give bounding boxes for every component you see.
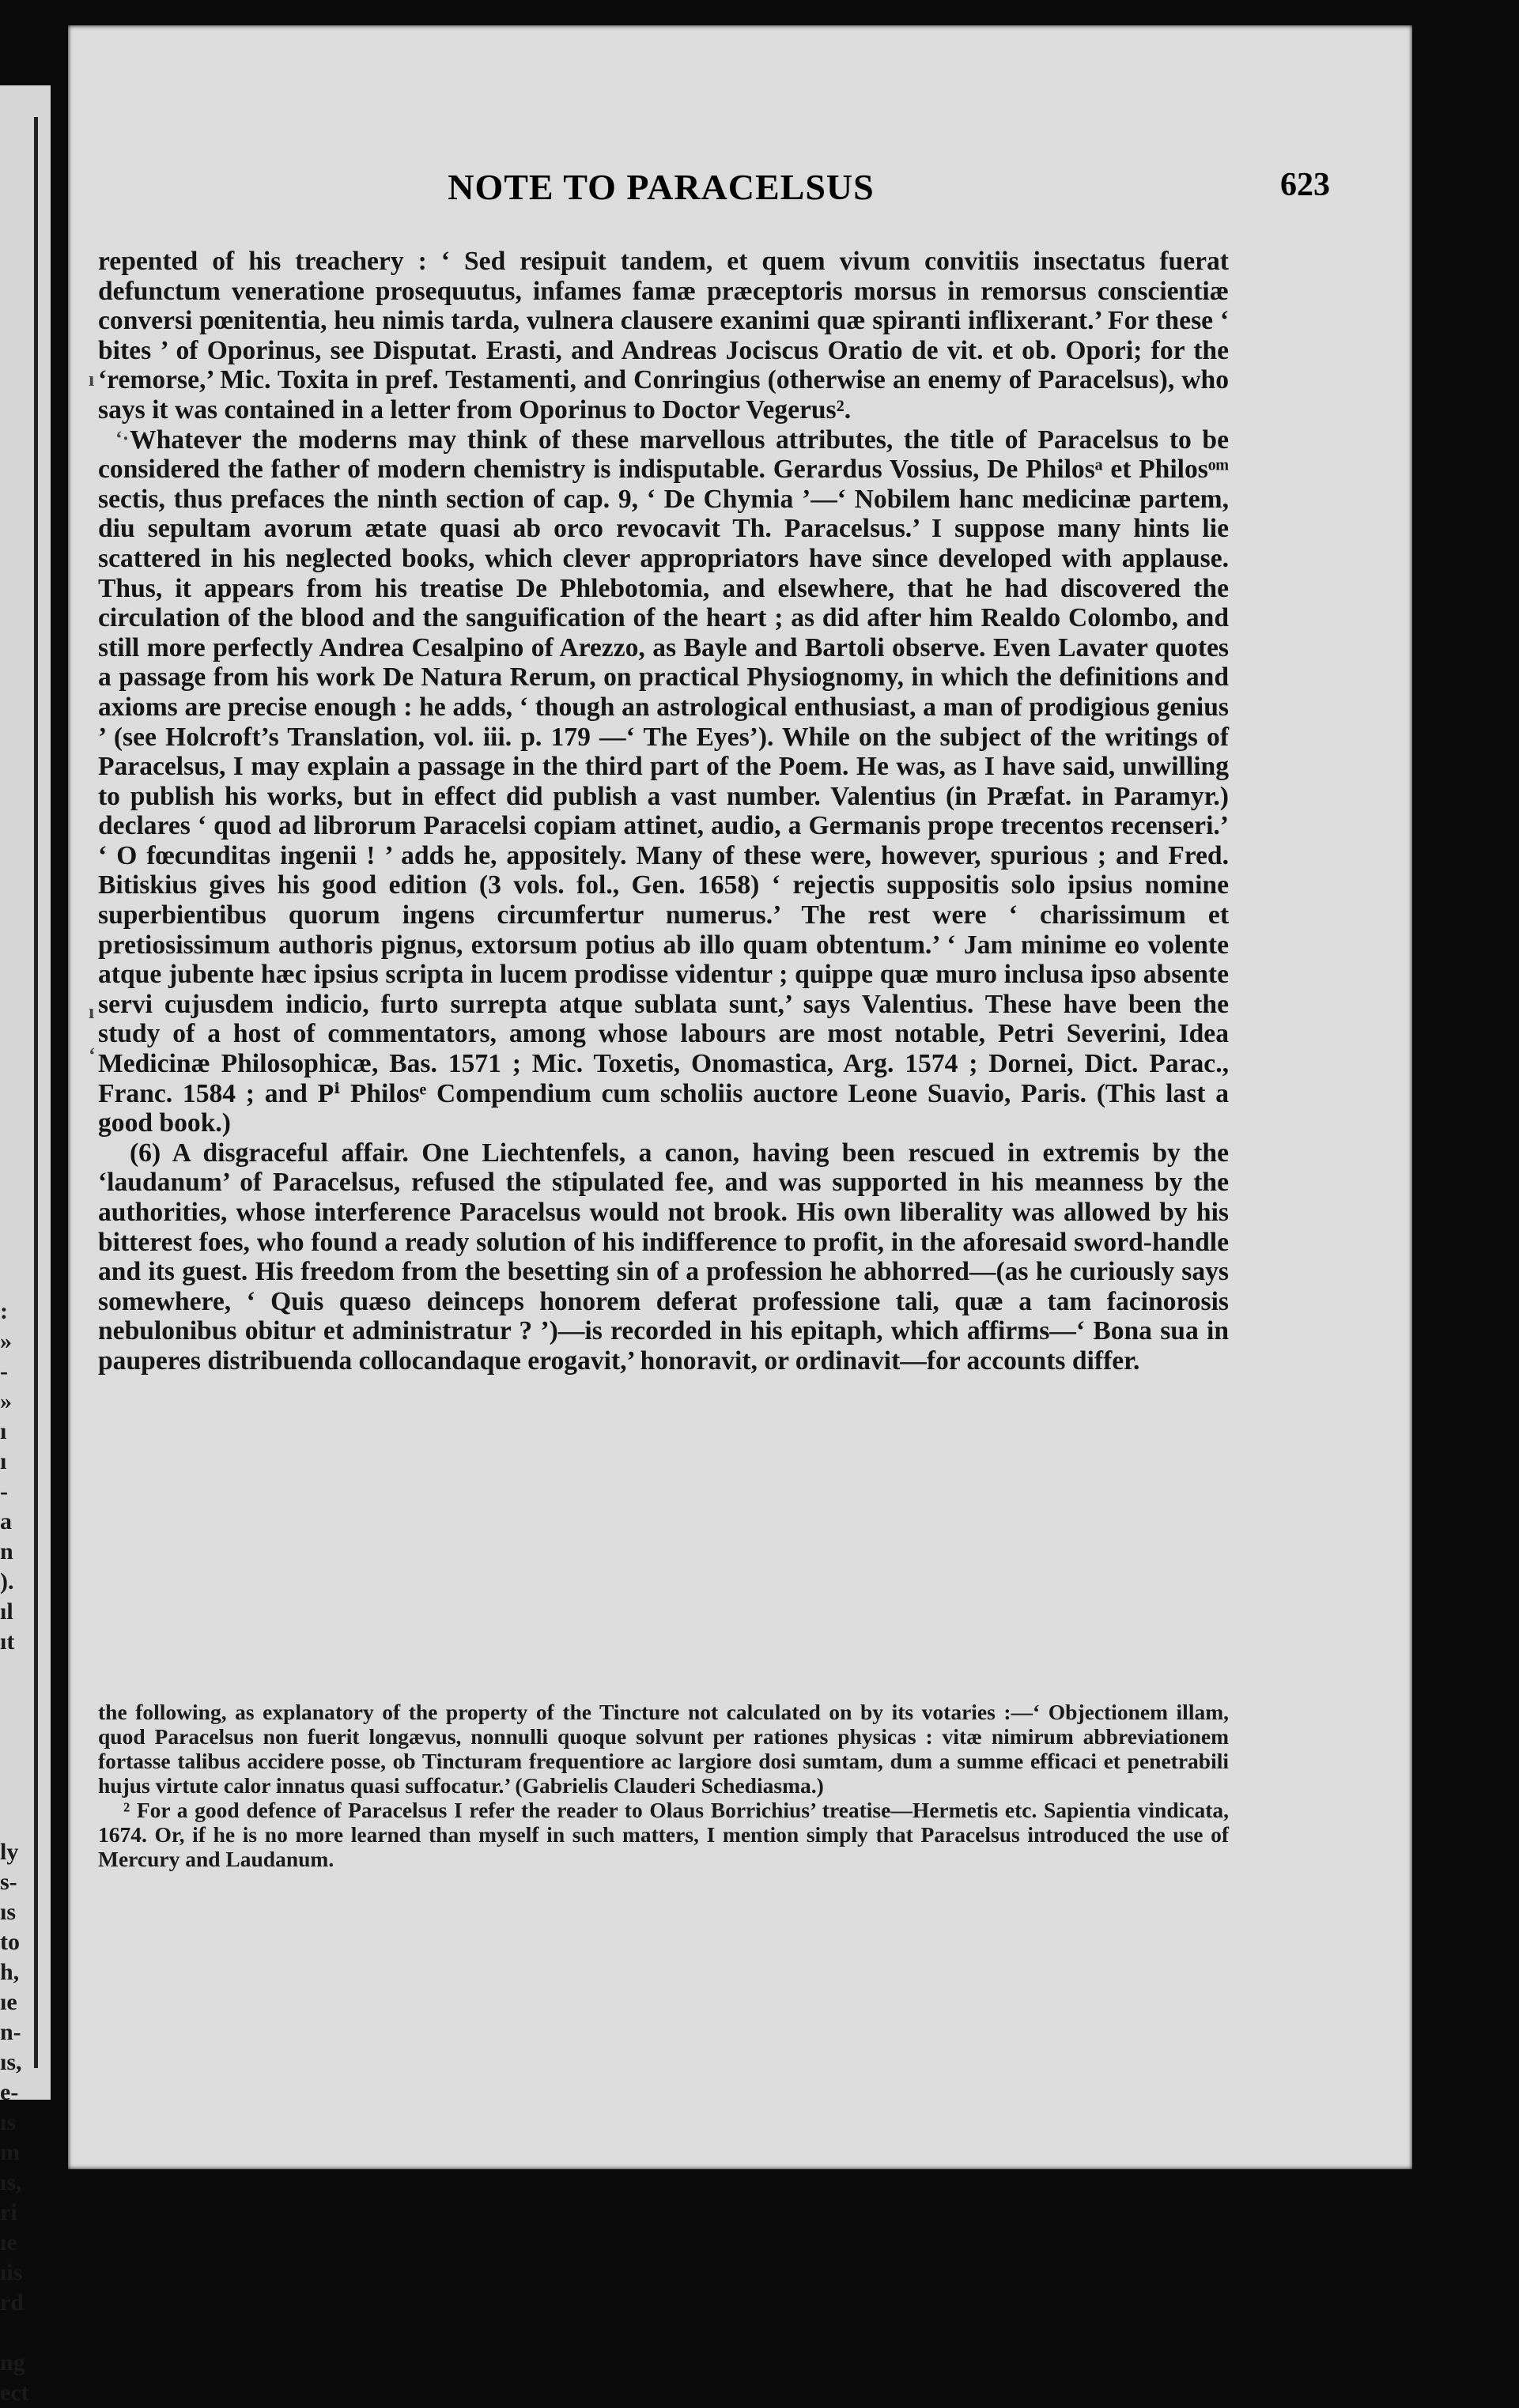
previous-page-fragment: ıs [0,1899,17,1925]
footnote-continued: the following, as explanatory of the property of the Tincture not calculated on by its votaries :—‘ Objectionem illam, quod Paracelsus non fuerit longævus, nonnulli quoque solvunt per rationes physicas : vitæ nimirum abbreviationem fortasse talibus accidere posse, ob Tincturam frequentiore ac largiore dosi sumtam, dum a summe efficaci et penetrabili hujus virtute calor innatus quasi suffocatur.’ (Gabrielis Clauderi Schediasma.) [98,1700,1229,1798]
margin-mark: ‘ [89,1044,96,1066]
previous-page-fragment: ıs, [0,2169,22,2195]
previous-page-fragment: ect [0,2380,29,2406]
previous-page-fragment: m [0,2139,20,2165]
previous-page-fragment: ly [0,1839,19,1865]
previous-page-fragment: ıl [0,1598,13,1625]
previous-page-fragment: n- [0,2019,21,2045]
previous-page-fragment: n [0,1538,13,1564]
previous-page-fragment: ıis [0,2259,23,2285]
previous-page-fragment: ıe [0,1989,17,2015]
footnote-2: ² For a good defence of Paracelsus I refer the reader to Olaus Borrichius’ treatise—Hermetis etc. Sapientia vindicata, 1674. Or, if he is no more learned than myself in such matters, I mention simply that Paracelsus introduced the use of Mercury and Laudanum. [98,1798,1229,1871]
previous-page-fragment: to [0,1929,20,1955]
previous-page-fragment: ı [0,1418,7,1444]
previous-page-fragment: ). [0,1568,14,1595]
margin-mark: ı [89,368,95,391]
margin-mark: ı [89,1000,95,1023]
previous-page-fragment: ıe [0,2229,17,2255]
previous-page-fragment: ıs, [0,2049,22,2075]
previous-page-fragment: ı [0,1448,7,1474]
previous-page-fragment: a [0,1508,12,1534]
previous-page-fragment: : [0,1298,8,1324]
running-title: NOTE TO PARACELSUS [448,167,875,207]
previous-page-fragment: ng [0,2349,25,2376]
previous-page-fragment: - [0,1478,8,1504]
previous-page-fragment: » [0,1388,12,1414]
previous-page-fragment: » [0,1328,12,1354]
previous-page-fragment: - [0,1358,8,1384]
previous-page-fragment: ıs [0,2109,17,2135]
paragraph-3: (6) A disgraceful affair. One Liechtenfels, a canon, having been rescued in extremis by the ‘laudanum’ of Paracelsus, refused the stipulated fee, and was supported in his meanness by the authorities, whose interference Paracelsus would not brook. His own liberality was allowed by his bitterest foes, who found a ready solution of his indifference to profit, in the aforesaid sword-handle and its guest. His freedom from the besetting sin of a profession he abhorred—(as he curiously says somewhere, ‘ Quis quæso deinceps honorem deferat professione tali, quæ a tam facinorosis nebulonibus obitur et administratur ? ’)—is recorded in his epitaph, which affirms—‘ Bona sua in pauperes distribuenda collocandaque erogavit,’ honoravit, or ordinavit—for accounts differ. [98,1138,1229,1376]
page-header [68,166,1330,221]
previous-page-fragment: s- [0,1869,17,1895]
margin-mark: ‘· [115,427,130,450]
previous-page-fragment [0,2318,95,2348]
previous-page-fragment: ri [0,2199,17,2225]
body-text [98,247,1229,1376]
paragraph-1: repented of his treachery : ‘ Sed resipuit tandem, et quem vivum convitiis insectatus fuerat defunctum veneratione prosequutus, infames famæ præceptoris morsus in remorsus conscientiæ conversi pœnitentia, heu nimis tarda, vulnera clausere exanimi quæ spiranti inflixerant.’ For these ‘ bites ’ of Oporinus, see Disputat. Erasti, and Andreas Jociscus Oratio de vit. et ob. Opori; for the ‘remorse,’ Mic. Toxita in pref. Testamenti, and Conringius (otherwise an enemy of Paracelsus), who says it was contained in a letter from Oporinus to Doctor Vegerus². [98,247,1229,425]
previous-page-fragment: e- [0,2079,19,2105]
previous-page-fragment: rd [0,2289,24,2316]
previous-page-fragment: h, [0,1959,20,1985]
footnotes [98,1700,1229,1871]
previous-page-fragment: ıt [0,1629,15,1655]
paragraph-2: Whatever the moderns may think of these marvellous attributes, the title of Paracelsus to be considered the father of modern chemistry is indisputable. Gerardus Vossius, De Philosᵃ et Philosᵒᵐ sectis, thus prefaces the ninth section of cap. 9, ‘ De Chymia ’—‘ Nobilem hanc medicinæ partem, diu sepultam avorum ætate quasi ab orco revocavit Th. Paracelsus.’ I suppose many hints lie scattered in his neglected books, which clever appropriators have since developed with applause. Thus, it appears from his treatise De Phlebotomia, and elsewhere, that he had discovered the circulation of the blood and the sanguification of the heart ; as did after him Realdo Colombo, and still more perfectly Andrea Cesalpino of Arezzo, as Bayle and Bartoli observe. Even Lavater quotes a passage from his work De Natura Rerum, on practical Physiognomy, in which the definitions and axioms are precise enough : he adds, ‘ though an astrological enthusiast, a man of prodigious genius ’ (see Holcroft’s Translation, vol. iii. p. 179 —‘ The Eyes’). While on the subject of the writings of Paracelsus, I may explain a passage in the third part of the Poem. He was, as I have said, unwilling to publish his works, but in effect did publish a vast number. Valentius (in Præfat. in Paramyr.) declares ‘ quod ad librorum Paracelsi copiam attinet, audio, a Germanis prope trecentos recenseri.’ ‘ O fœcunditas ingenii ! ’ adds he, appositely. Many of these were, however, spurious ; and Fred. Bitiskius gives his good edition (3 vols. fol., Gen. 1658) ‘ rejectis suppositis solo ipsius nomine superbientibus quorum ingens circumfertur numerus.’ The rest were ‘ charissimum et pretiosissimum authoris pignus, extorsum potius ab illo quam obtentum.’ ‘ Jam minime eo volente atque jubente hæc ipsius scripta in lucem prodisse videntur ; quippe quæ muro inclusa ipso absente servi cujusdem indicio, furto surrepta atque sublata sunt,’ says Valentius. These have been the study of a host of commentators, among whose labours are most notable, Petri Severini, Idea Medicinæ Philosophicæ, Bas. 1571 ; Mic. Toxetis, Onomastica, Arg. 1574 ; Dornei, Dict. Parac., Franc. 1584 ; and Pⁱ Philosᵉ Compendium cum scholiis auctore Leone Suavio, Paris. (This last a good book.) [98,425,1229,1138]
page-number: 623 [1280,167,1330,203]
